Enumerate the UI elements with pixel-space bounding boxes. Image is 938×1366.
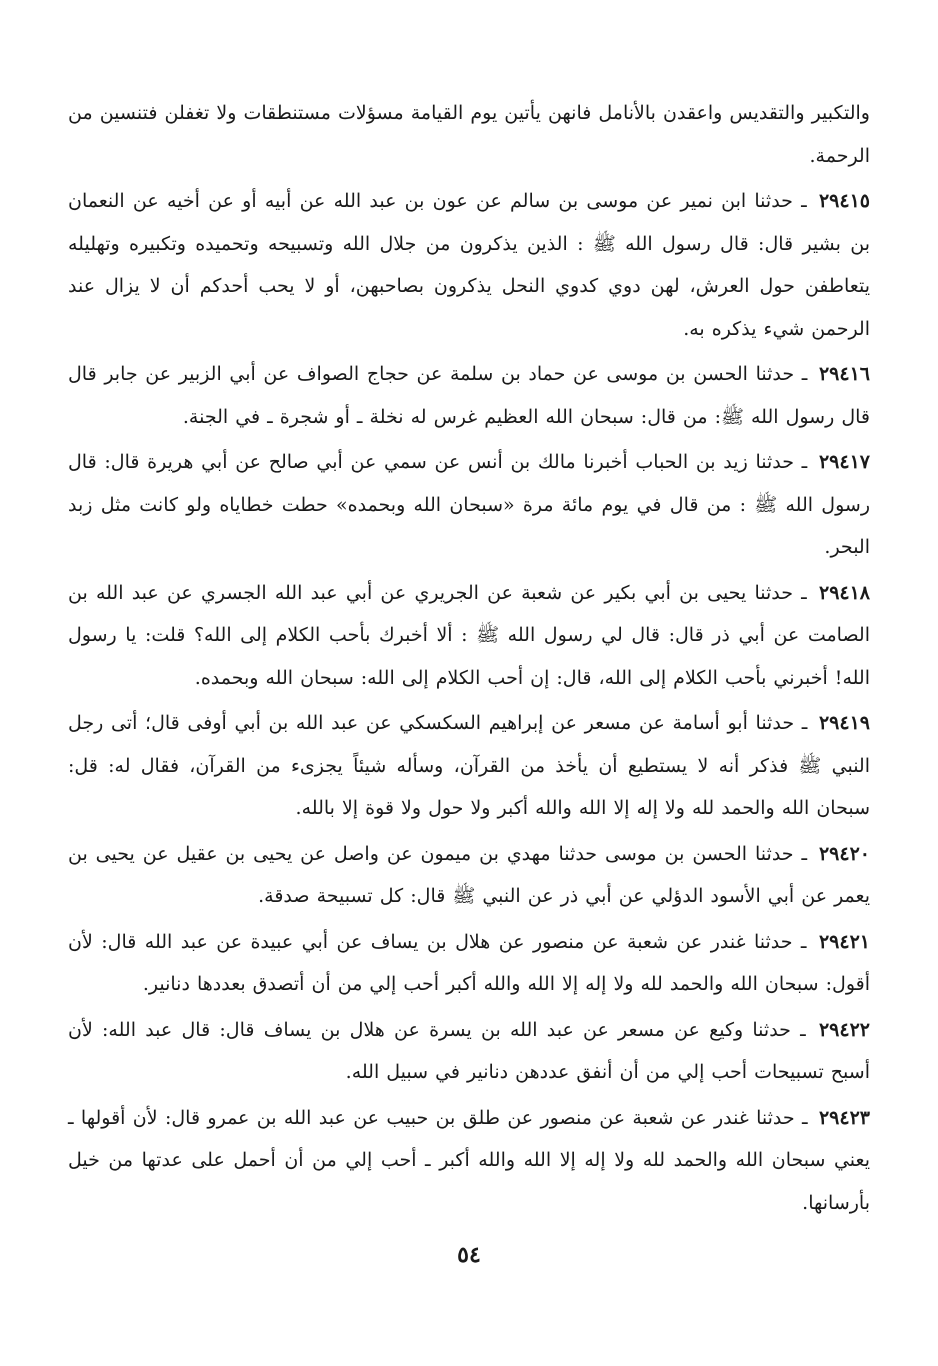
hadith-29415 xyxy=(68,180,870,350)
hadith-29423 xyxy=(68,1097,870,1225)
paragraph-text: والتكبير والتقديس واعقدن بالأنامل فانهن يأتين يوم القيامة مسؤلات مستنطقات ولا تغفلن فتنسين من الرحمة. xyxy=(68,102,870,167)
hadith-number: ٢٩٤١٦ xyxy=(818,363,870,385)
hadith-text: ـ حدثنا يحيى بن أبي بكير عن شعبة عن الجريري عن أبي عبد الله الجسري عن عبد الله بن الصامت عن أبي ذر قال: قال لي رسول الله ﷺ : ألا أخبرك بأحب الكلام إلى الله؟ قلت: يا رسول الله! أخبرني بأحب الكلام إلى الله، قال: إن أحب الكلام إلى الله: سبحان الله وبحمده. xyxy=(68,581,870,689)
page-body xyxy=(68,92,870,1227)
hadith-29416 xyxy=(68,353,870,438)
hadith-29422 xyxy=(68,1009,870,1094)
hadith-number: ٢٩٤٢٣ xyxy=(818,1106,870,1129)
hadith-text: ـ حدثنا ابن نمير عن موسى بن سالم عن عون بن عبد الله عن أبيه أو عن أخيه عن النعمان بن بشير قال: قال رسول الله ﷺ : الذين يذكرون من جلال الله وتسبيحه وتحميده وتكبيره وتهليله يتعاطفن حول العرش، لهن دوي كدوي النحل يذكرون بصاحبهن، أو لا يحب أحدكم أن لا يزال عند الرحمن شيء يذكره به. xyxy=(68,190,870,340)
hadith-text: ـ حدثنا الحسن بن موسى عن حماد بن سلمة عن حجاج الصواف عن أبي الزبير عن جابر قال قال رسول الله ﷺ: من قال: سبحان الله العظيم غرس له نخلة ـ أو شجرة ـ في الجنة. xyxy=(68,363,870,428)
paragraph-continuation xyxy=(68,92,870,177)
hadith-text: ـ حدثنا غندر عن شعبة عن منصور عن طلق بن حبيب عن عبد الله بن عمرو قال: لأن أقولها ـ يعني سبحان الله والحمد لله ولا إله إلا الله والله أكبر ـ أحب إلي من أن أحمل على عدتها من خيل بأرسانها. xyxy=(68,1106,870,1214)
hadith-text: ـ حدثنا زيد بن الحباب أخبرنا مالك بن أنس عن سمي عن أبي صالح عن أبي هريرة قال: قال رسول الله ﷺ : من قال في يوم مائة مرة «سبحان الله وبحمده» حطت خطاياه ولو كانت مثل زبد البحر. xyxy=(68,451,870,558)
page-number: ٥٤ xyxy=(457,1242,481,1268)
hadith-29420 xyxy=(68,833,870,918)
hadith-29419 xyxy=(68,702,870,830)
hadith-text: ـ حدثنا الحسن بن موسى حدثنا مهدي بن ميمون عن واصل عن يحيى بن عقيل عن يحيى بن يعمر عن أبي الأسود الدؤلي عن أبي ذر عن النبي ﷺ قال: كل تسبيحة صدقة. xyxy=(68,842,870,907)
hadith-number: ٢٩٤٢١ xyxy=(818,930,870,953)
hadith-text: ـ حدثنا أبو أسامة عن مسعر عن إبراهيم السكسكي عن عبد الله بن أبي أوفى قال؛ أتى رجل النبي ﷺ فذكر أنه لا يستطيع أن يأخذ من القرآن، وسأله شيئاً يجزىء من القرآن، فقال له: قل: سبحان الله والحمد لله ولا إله إلا الله والله أكبر ولا حول ولا قوة إلا بالله. xyxy=(68,712,870,819)
hadith-number: ٢٩٤٢٢ xyxy=(818,1018,870,1041)
hadith-number: ٢٩٤١٧ xyxy=(818,451,870,473)
hadith-number: ٢٩٤١٥ xyxy=(818,190,870,212)
hadith-number: ٢٩٤١٨ xyxy=(818,581,871,604)
hadith-number: ٢٩٤٢٠ xyxy=(818,842,870,865)
hadith-29417 xyxy=(68,441,870,569)
hadith-number: ٢٩٤١٩ xyxy=(818,712,870,734)
hadith-29418 xyxy=(68,572,870,700)
hadith-text: ـ حدثنا وكيع عن مسعر عن عبد الله بن يسرة عن هلال بن يساف قال: قال عبد الله: لأن أسبح تسبيحات أحب إلي من أن أنفق عددهن دنانير في سبيل الله. xyxy=(68,1018,870,1083)
hadith-text: ـ حدثنا غندر عن شعبة عن منصور عن هلال بن يساف عن أبي عبيدة عن عبد الله قال: لأن أقول: سبحان الله والحمد لله ولا إله إلا الله والله أكبر أحب إلي من أن أتصدق بعددها دنانير. xyxy=(68,930,870,995)
hadith-29421 xyxy=(68,921,870,1006)
